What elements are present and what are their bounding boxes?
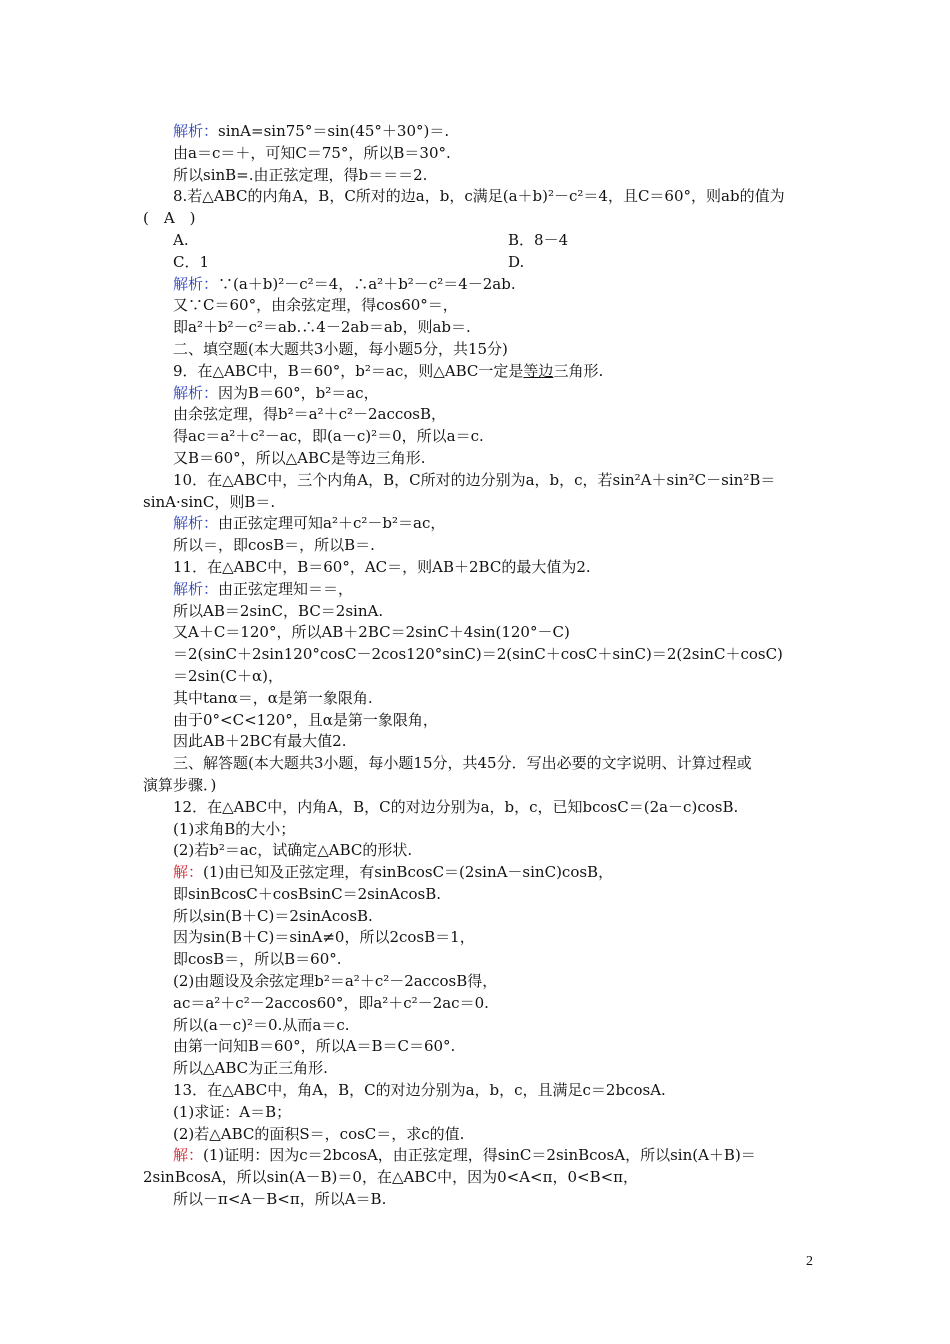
text-line: 解：(1)证明：因为c＝2bcosA，由正弦定理，得sinC＝2sinBcosA，所以sin(A＋B)＝ <box>173 1146 756 1165</box>
text-line: 所以＝，即cosB＝，所以B＝. <box>173 536 375 555</box>
solution-label: 解： <box>173 1146 204 1165</box>
text-line: 由余弦定理，得b²＝a²＋c²－2accosB， <box>173 405 447 424</box>
text-line: 解析：由正弦定理可知a²＋c²－b²＝ac， <box>173 514 446 533</box>
text-line: 所以△ABC为正三角形. <box>173 1059 328 1078</box>
text-line: 因此AB＋2BC有最大值2. <box>173 732 347 751</box>
option-b: B．8－4 <box>508 230 569 249</box>
question-8: 8.若△ABC的内角A，B，C所对的边a，b，c满足(a＋b)²－c²＝4，且C＝60°，则ab的值为 <box>173 187 785 206</box>
analysis-label: 解析： <box>173 274 219 293</box>
text-line: (2)由题设及余弦定理b²＝a²＋c²－2accosB得， <box>173 972 498 991</box>
solution-label: 解： <box>173 863 204 882</box>
text-line: 即cosB＝，所以B＝60°. <box>173 950 342 969</box>
page-number: 2 <box>806 1254 813 1269</box>
text-line: 其中tanα＝，α是第一象限角. <box>173 688 373 707</box>
analysis-label: 解析： <box>173 514 219 533</box>
text-line: 又A＋C＝120°，所以AB＋2BC＝2sinC＋4sin(120°－C) <box>173 623 570 642</box>
text-line: 因为sin(B＋C)＝sinA≠0，所以2cosB＝1， <box>173 928 475 947</box>
text-line: (1)求角B的大小； <box>173 819 296 838</box>
text-line: 所以AB＝2sinC，BC＝2sinA. <box>173 601 384 620</box>
text-line: 所以－π<A－B<π，所以A＝B. <box>173 1190 387 1209</box>
text-line: 即a²＋b²－c²＝ab.∴4－2ab＝ab，则ab＝. <box>173 318 471 337</box>
document-body <box>143 121 815 1211</box>
filled-answer: 等边 <box>523 361 554 380</box>
text-line: 解析：由正弦定理知＝＝， <box>173 579 354 598</box>
text-line: 由于0°<C<120°，且α是第一象限角， <box>173 710 438 729</box>
answer-choice: ( A ) <box>143 209 196 228</box>
option-c: C．1 <box>173 252 210 271</box>
text-line: ＝2(sinC＋2sin120°cosC－2cos120°sinC)＝2(sinC＋cosC＋sinC)＝2(2sinC＋cosC) <box>173 645 783 664</box>
text-line: ＝2sin(C＋α)， <box>173 666 284 685</box>
options-row <box>143 252 815 274</box>
text-line: 即sinBcosC＋cosBsinC＝2sinAcosB. <box>173 884 442 903</box>
text-line: 所以sinB=.由正弦定理，得b＝＝＝2. <box>173 165 428 184</box>
text-line: 得ac＝a²＋c²－ac，即(a－c)²＝0，所以a＝c. <box>173 427 484 446</box>
section-heading: 二、填空题(本大题共3小题，每小题5分，共15分) <box>173 339 508 358</box>
text-line: (1)求证：A＝B； <box>173 1102 292 1121</box>
text-line: 又B＝60°，所以△ABC是等边三角形. <box>173 448 426 467</box>
text-line: sinA·sinC，则B＝. <box>143 492 276 511</box>
text-line: 由a＝c＝＋，可知C＝75°，所以B＝30°. <box>173 143 451 162</box>
section-heading: 三、解答题(本大题共3小题，每小题15分，共45分．写出必要的文字说明、计算过程或 <box>173 754 752 773</box>
analysis-label: 解析： <box>173 579 219 598</box>
text-line: 由第一问知B＝60°，所以A＝B＝C＝60°. <box>173 1037 456 1056</box>
text-line: (2)若△ABC的面积S＝，cosC＝，求c的值. <box>173 1124 465 1143</box>
text-line: 又∵C＝60°，由余弦定理，得cos60°＝， <box>173 296 458 315</box>
analysis-label: 解析： <box>173 383 219 402</box>
question-9: 9．在△ABC中，B＝60°，b²＝ac，则△ABC一定是等边三角形. <box>173 361 604 380</box>
question-10: 10．在△ABC中，三个内角A，B，C所对的边分别为a，b，c，若sin²A＋sin²C－sin²B＝ <box>173 470 776 489</box>
question-11: 11．在△ABC中，B＝60°，AC＝，则AB＋2BC的最大值为2. <box>173 557 591 576</box>
text-line: 2sinBcosA，所以sin(A－B)＝0，在△ABC中，因为0<A<π，0<B<π， <box>143 1168 639 1187</box>
text-line: 演算步骤．) <box>143 775 217 794</box>
text-line: 解：(1)由已知及正弦定理，有sinBcosC＝(2sinA－sinC)cosB， <box>173 863 614 882</box>
text-line: 所以sin(B＋C)＝2sinAcosB. <box>173 906 373 925</box>
question-12: 12．在△ABC中，内角A，B，C的对边分别为a，b，c，已知bcosC＝(2a－c)cosB. <box>173 797 739 816</box>
options-row <box>143 230 815 252</box>
text-line: 解析：因为B＝60°，b²＝ac， <box>173 383 379 402</box>
text-line: 解析：∵(a＋b)²－c²＝4，∴a²＋b²－c²＝4－2ab. <box>173 274 516 293</box>
analysis-label: 解析： <box>173 122 219 140</box>
text-line: (2)若b²＝ac，试确定△ABC的形状. <box>173 841 413 860</box>
question-13: 13．在△ABC中，角A，B，C的对边分别为a，b，c，且满足c＝2bcosA. <box>173 1081 666 1100</box>
option-d: D. <box>508 252 525 271</box>
text-line: ac＝a²＋c²－2accos60°，即a²＋c²－2ac＝0. <box>173 993 489 1012</box>
text-line: 解析：sinA=sin75°＝sin(45°＋30°)＝. <box>173 122 450 140</box>
option-a: A. <box>173 230 189 249</box>
text-line: 所以(a－c)²＝0.从而a＝c. <box>173 1015 350 1034</box>
